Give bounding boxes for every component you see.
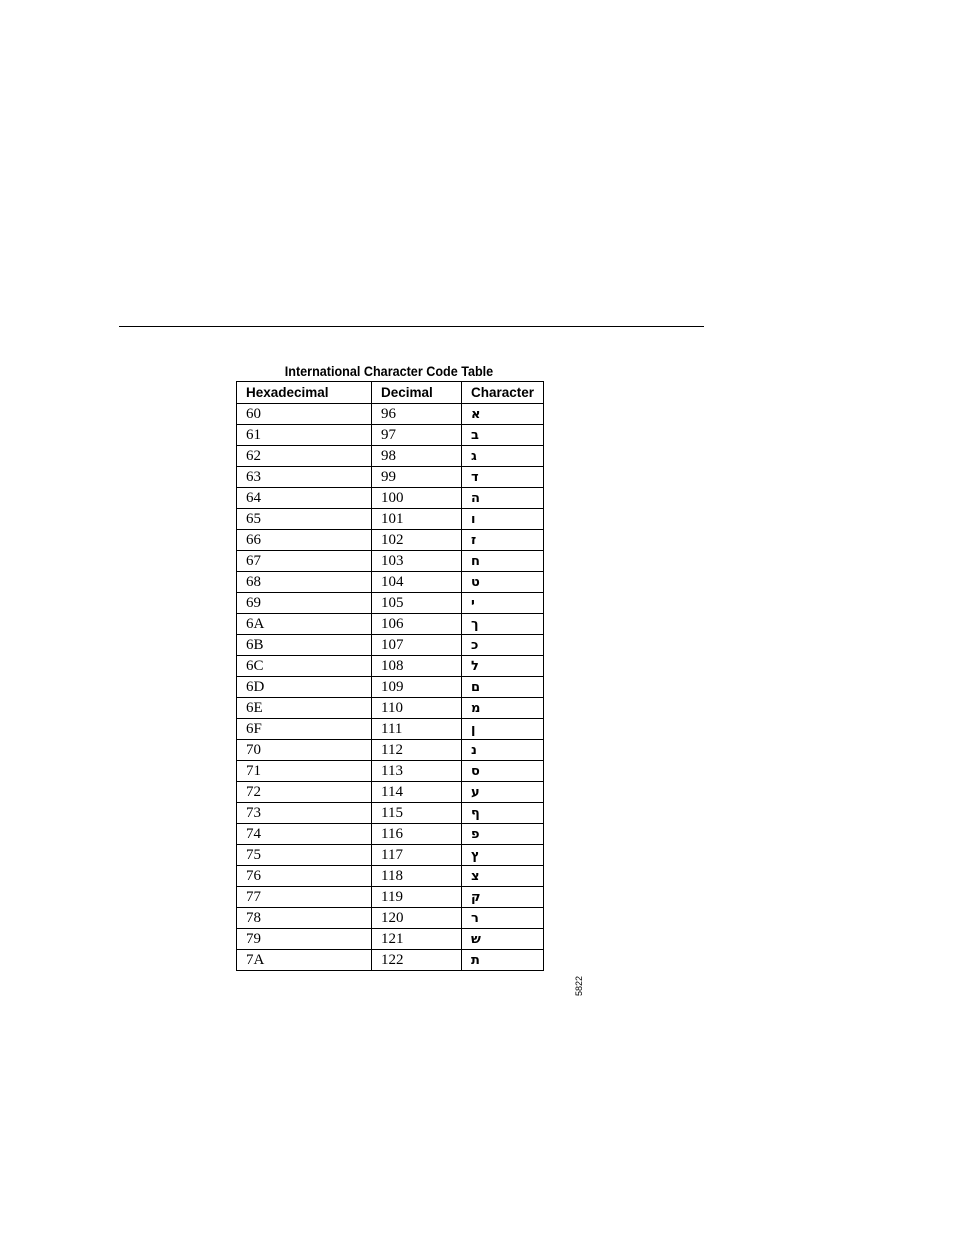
hex-cell: 79 [237,929,372,950]
character-cell: פ [462,824,544,845]
character-cell: ף [462,803,544,824]
character-cell: ע [462,782,544,803]
table-row [237,866,544,887]
hex-cell: 68 [237,572,372,593]
hex-cell: 74 [237,824,372,845]
decimal-cell: 117 [372,845,462,866]
table-row [237,446,544,467]
decimal-cell: 103 [372,551,462,572]
hex-cell: 78 [237,908,372,929]
character-cell: ך [462,614,544,635]
decimal-cell: 96 [372,404,462,425]
hex-cell: 6A [237,614,372,635]
decimal-cell: 107 [372,635,462,656]
column-header-hexadecimal: Hexadecimal [237,382,372,404]
character-cell: ט [462,572,544,593]
hex-cell: 6D [237,677,372,698]
decimal-cell: 104 [372,572,462,593]
table-row [237,824,544,845]
table-row [237,719,544,740]
column-header-character: Character [462,382,544,404]
decimal-cell: 110 [372,698,462,719]
table-body [237,404,544,971]
character-cell: ת [462,950,544,971]
hex-cell: 70 [237,740,372,761]
character-cell: צ [462,866,544,887]
hex-cell: 6F [237,719,372,740]
table-row [237,803,544,824]
decimal-cell: 102 [372,530,462,551]
hex-cell: 71 [237,761,372,782]
character-cell: ו [462,509,544,530]
table-row [237,572,544,593]
decimal-cell: 111 [372,719,462,740]
character-cell: כ [462,635,544,656]
decimal-cell: 121 [372,929,462,950]
decimal-cell: 98 [372,446,462,467]
table-row [237,551,544,572]
decimal-cell: 116 [372,824,462,845]
decimal-cell: 109 [372,677,462,698]
table-row [237,488,544,509]
table-row [237,677,544,698]
character-cell: י [462,593,544,614]
table-row [237,467,544,488]
table-row [237,635,544,656]
hex-cell: 65 [237,509,372,530]
decimal-cell: 112 [372,740,462,761]
table-title: International Character Code Table [284,363,494,379]
table-row [237,929,544,950]
table-row [237,614,544,635]
decimal-cell: 105 [372,593,462,614]
character-cell: ן [462,719,544,740]
character-cell: נ [462,740,544,761]
table-row [237,656,544,677]
table-row [237,530,544,551]
table-row [237,404,544,425]
decimal-cell: 122 [372,950,462,971]
hex-cell: 6C [237,656,372,677]
table-header-row [237,382,544,404]
character-cell: ל [462,656,544,677]
character-cell: ם [462,677,544,698]
hex-cell: 76 [237,866,372,887]
hex-cell: 73 [237,803,372,824]
table-row [237,782,544,803]
character-cell: א [462,404,544,425]
hex-cell: 72 [237,782,372,803]
hex-cell: 69 [237,593,372,614]
decimal-cell: 100 [372,488,462,509]
column-header-decimal: Decimal [372,382,462,404]
hex-cell: 75 [237,845,372,866]
horizontal-rule [119,326,704,327]
hex-cell: 61 [237,425,372,446]
character-cell: ב [462,425,544,446]
hex-cell: 66 [237,530,372,551]
hex-cell: 77 [237,887,372,908]
hex-cell: 60 [237,404,372,425]
character-cell: ז [462,530,544,551]
hex-cell: 63 [237,467,372,488]
character-cell: ר [462,908,544,929]
character-cell: ש [462,929,544,950]
table-row [237,845,544,866]
character-cell: ג [462,446,544,467]
figure-number: 5822 [574,975,584,996]
table-row [237,698,544,719]
table-row [237,425,544,446]
hex-cell: 62 [237,446,372,467]
character-cell: ה [462,488,544,509]
decimal-cell: 120 [372,908,462,929]
character-code-table [236,381,544,971]
hex-cell: 6E [237,698,372,719]
character-cell: ד [462,467,544,488]
decimal-cell: 101 [372,509,462,530]
decimal-cell: 115 [372,803,462,824]
table-row [237,761,544,782]
table-row [237,509,544,530]
character-cell: ס [462,761,544,782]
character-cell: ץ [462,845,544,866]
character-cell: ק [462,887,544,908]
hex-cell: 64 [237,488,372,509]
decimal-cell: 118 [372,866,462,887]
decimal-cell: 97 [372,425,462,446]
hex-cell: 67 [237,551,372,572]
hex-cell: 7A [237,950,372,971]
character-cell: ח [462,551,544,572]
decimal-cell: 108 [372,656,462,677]
hex-cell: 6B [237,635,372,656]
table-row [237,593,544,614]
table-row [237,887,544,908]
decimal-cell: 114 [372,782,462,803]
decimal-cell: 99 [372,467,462,488]
table-row [237,908,544,929]
decimal-cell: 113 [372,761,462,782]
table-row [237,950,544,971]
decimal-cell: 119 [372,887,462,908]
character-cell: מ [462,698,544,719]
table-row [237,740,544,761]
decimal-cell: 106 [372,614,462,635]
